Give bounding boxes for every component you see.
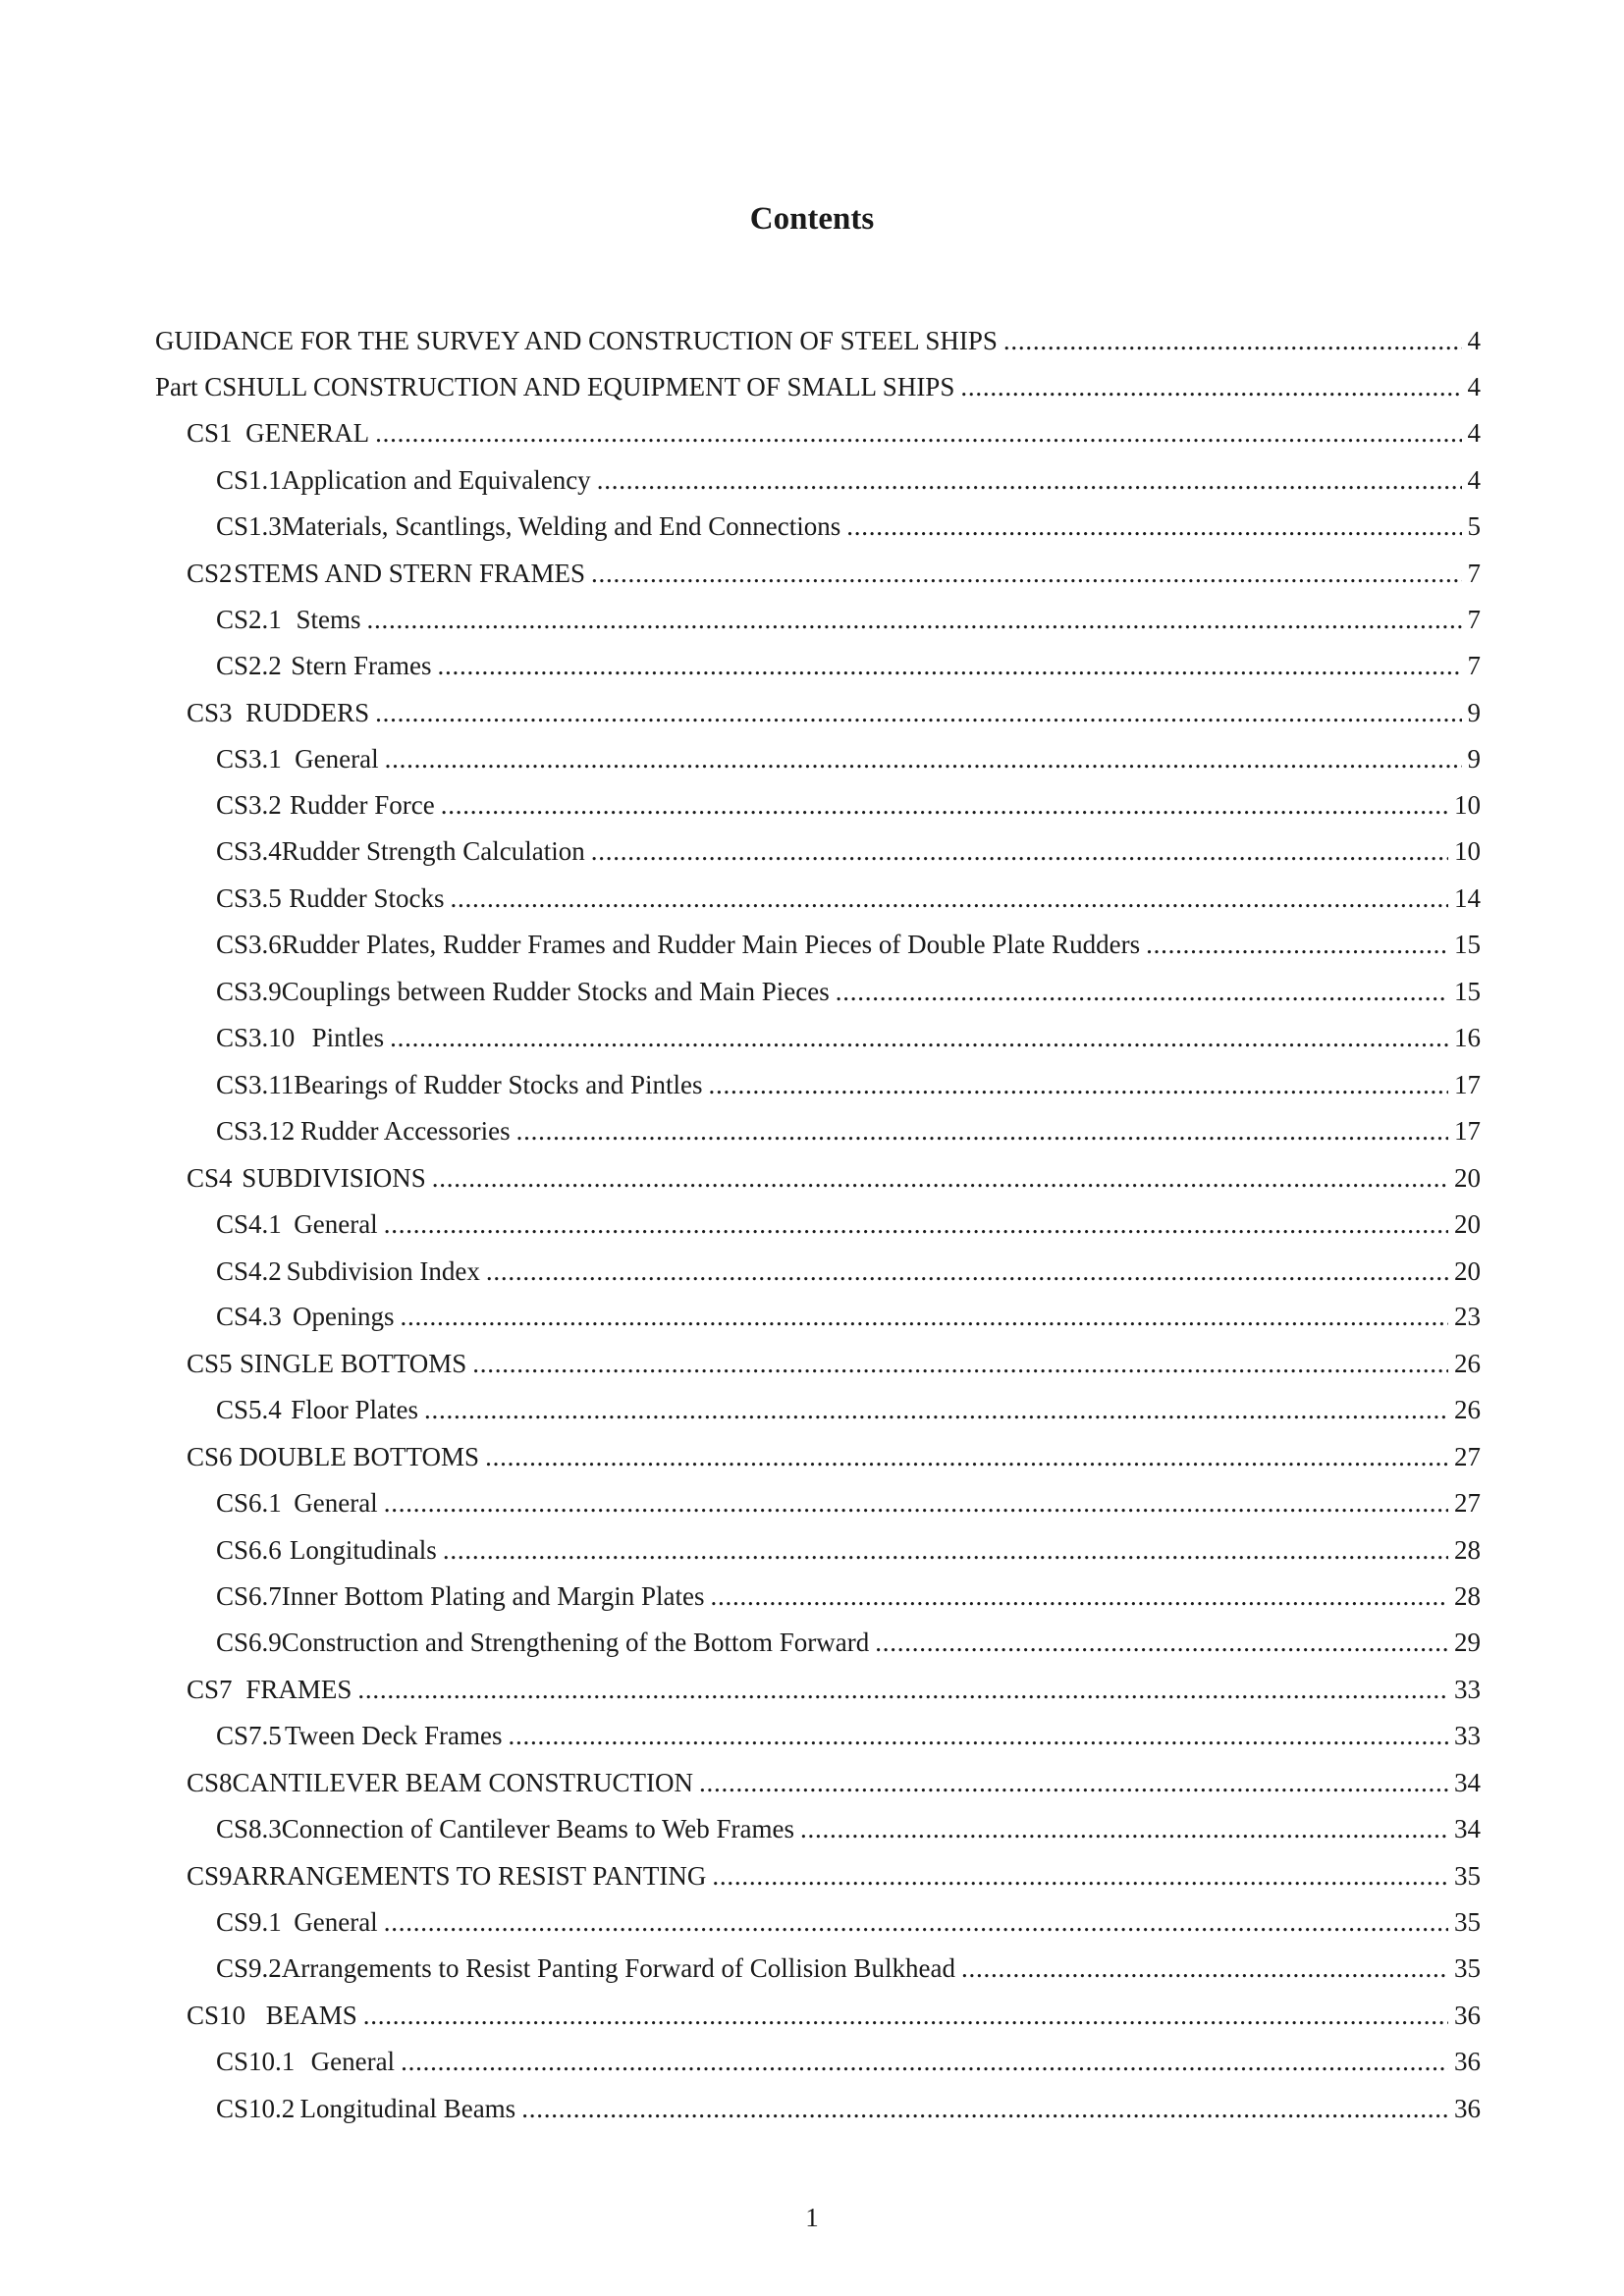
toc-entry[interactable] [216,646,1481,685]
toc-entry[interactable] [187,413,1481,453]
dot-leader [424,1390,1448,1429]
toc-entry-title: General [294,1488,378,1518]
toc-entry-page: 36 [1454,2094,1481,2123]
toc-entry[interactable] [216,460,1481,500]
dot-leader [390,1018,1448,1057]
toc-entry-title: Pintles [311,1023,385,1052]
dot-leader [432,1158,1448,1198]
toc-entry-number: CS1 [187,418,233,448]
dot-leader [846,507,1461,546]
toc-entry-number: CS3.10 [216,1023,296,1052]
toc-entry-page: 33 [1454,1675,1481,1704]
toc-entry[interactable] [216,925,1481,964]
toc-entry-page: 7 [1467,559,1481,588]
dot-leader [437,646,1461,685]
toc-entry[interactable] [216,1204,1481,1244]
toc-entry-title: RUDDERS [245,698,370,727]
dot-leader [472,1344,1448,1383]
toc-entry-number: CS4.2 [216,1256,282,1286]
page-number: 1 [805,2203,819,2232]
toc-entry-page: 35 [1454,1953,1481,1983]
toc-entry[interactable] [216,1530,1481,1570]
toc-entry-page: 36 [1454,2047,1481,2076]
toc-entry-title: Openings [293,1302,395,1331]
toc-entry-page: 4 [1467,465,1481,495]
toc-entry-number: CS1.3 [216,511,282,541]
toc-entry[interactable] [216,600,1481,639]
dot-leader [443,1530,1448,1570]
toc-entry[interactable] [216,1716,1481,1755]
dot-leader [591,554,1461,593]
toc-entry-number: CS6.6 [216,1535,282,1565]
toc-entry[interactable] [216,2089,1481,2128]
toc-entry-number: CS4 [187,1163,233,1193]
toc-entry-title: General [294,1209,378,1239]
toc-entry[interactable] [155,321,1481,360]
toc-entry-page: 27 [1454,1442,1481,1471]
toc-entry-title: Rudder Stocks [289,883,445,913]
toc-entry[interactable] [187,1344,1481,1383]
dot-leader [384,1902,1448,1942]
toc-entry-page: 34 [1454,1768,1481,1797]
toc-entry-page: 4 [1467,326,1481,355]
toc-entry-number: CS3.2 [216,790,282,820]
toc-entry-number: CS1.1 [216,465,282,495]
toc-entry-title: Rudder Force [289,790,435,820]
toc-entry-number: CS3.1 [216,744,282,774]
toc-entry-page: 14 [1454,883,1481,913]
toc-entry-page: 26 [1454,1349,1481,1378]
toc-entry-page: 27 [1454,1488,1481,1518]
toc-entry-title: GUIDANCE FOR THE SURVEY AND CONSTRUCTION OF STEEL SHIPS [155,326,998,355]
toc-entry-page: 7 [1467,605,1481,634]
dot-leader [375,693,1461,732]
dot-leader [366,600,1461,639]
toc-entry-page: 29 [1454,1628,1481,1657]
toc-entry-number: CS3.4 [216,836,282,866]
toc-entry[interactable] [155,367,1481,406]
toc-entry-page: 10 [1454,836,1481,866]
toc-entry-page: 15 [1454,977,1481,1006]
toc-entry-title: ARRANGEMENTS TO RESIST PANTING [232,1861,707,1891]
toc-entry[interactable] [216,1065,1481,1104]
toc-entry-title: SUBDIVISIONS [242,1163,426,1193]
toc-entry[interactable] [216,1902,1481,1942]
toc-entry-title: Bearings of Rudder Stocks and Pintles [294,1070,703,1099]
toc-entry-title: General [295,744,379,774]
toc-entry-title: Construction and Strengthening of the Bottom Forward [281,1628,870,1657]
dot-leader [363,1996,1448,2035]
toc-entry-page: 10 [1454,790,1481,820]
toc-entry-title: FRAMES [245,1675,352,1704]
dot-leader [401,2042,1448,2081]
toc-entry-page: 16 [1454,1023,1481,1052]
toc-entry[interactable] [216,972,1481,1011]
toc-entry-page: 15 [1454,930,1481,959]
toc-entry-number: CS10.2 [216,2094,296,2123]
toc-entry-number: CS9 [187,1861,233,1891]
toc-entry-page: 23 [1454,1302,1481,1331]
toc-entry[interactable] [216,1252,1481,1291]
toc-entry-number: CS9.1 [216,1907,282,1937]
toc-entry-title: Rudder Accessories [299,1116,511,1146]
dot-leader [441,785,1448,825]
toc-entry-number: CS10 [187,2001,246,2030]
dot-leader [591,831,1448,871]
toc-entry[interactable] [187,1670,1481,1709]
toc-entry[interactable] [187,1437,1481,1476]
toc-entry-number: CS10.1 [216,2047,296,2076]
toc-entry-page: 20 [1454,1256,1481,1286]
dot-leader [509,1716,1449,1755]
dot-leader [375,413,1461,453]
toc-entry-page: 17 [1454,1116,1481,1146]
toc-entry-number: CS2.1 [216,605,282,634]
toc-entry-title: Stems [296,605,361,634]
toc-entry-title: Longitudinal Beams [299,2094,516,2123]
toc-entry-number: CS9.2 [216,1953,282,1983]
toc-entry-number: CS8.3 [216,1814,282,1843]
dot-leader [385,739,1462,778]
toc-entry[interactable] [216,1809,1481,1848]
toc-entry-page: 17 [1454,1070,1481,1099]
toc-entry-number: CS3 [187,698,233,727]
toc-entry-title: Rudder Strength Calculation [281,836,585,866]
toc-entry[interactable] [216,1111,1481,1150]
toc-entry[interactable] [216,1576,1481,1616]
toc-entry[interactable] [216,1949,1481,1988]
toc-entry-number: CS3.9 [216,977,282,1006]
toc-entry[interactable] [216,507,1481,546]
toc-entry-number: CS7.5 [216,1721,282,1750]
dot-leader [836,972,1448,1011]
toc-entry-page: 35 [1454,1861,1481,1891]
toc-entry-page: 20 [1454,1209,1481,1239]
toc-entry[interactable] [216,1390,1481,1429]
toc-entry[interactable] [187,1158,1481,1198]
toc-entry-title: STEMS AND STERN FRAMES [234,559,586,588]
toc-entry-title: General [310,2047,396,2076]
toc-entry[interactable] [216,1483,1481,1522]
toc-entry-title: Materials, Scantlings, Welding and End Connections [281,511,841,541]
toc-entry-number: CS2.2 [216,651,282,680]
toc-entry-title: Couplings between Rudder Stocks and Main Pieces [281,977,830,1006]
toc-entry-number: CS5.4 [216,1395,282,1424]
toc-entry[interactable] [216,1297,1481,1336]
toc-entry[interactable] [216,879,1481,918]
dot-leader [711,1576,1449,1616]
toc-entry[interactable] [187,693,1481,732]
toc-entry-page: 7 [1467,651,1481,680]
dot-leader [800,1809,1448,1848]
toc-entry-title: HULL CONSTRUCTION AND EQUIPMENT OF SMALL SHIPS [237,372,955,401]
dot-leader [1003,321,1462,360]
toc-entry-number: CS6 [187,1442,233,1471]
toc-entry-number: CS3.5 [216,883,282,913]
dot-leader [451,879,1448,918]
toc-entry-page: 4 [1467,418,1481,448]
toc-entry-title: General [294,1907,378,1937]
dot-leader [960,367,1461,406]
toc-entry-page: 26 [1454,1395,1481,1424]
dot-leader [597,460,1462,500]
toc-entry[interactable] [187,554,1481,593]
dot-leader [485,1437,1448,1476]
dot-leader [709,1065,1449,1104]
toc-entry[interactable] [187,1996,1481,2035]
toc-entry-number: CS8 [187,1768,233,1797]
toc-entry[interactable] [187,1763,1481,1802]
toc-entry[interactable] [216,831,1481,871]
toc-entry-title: Inner Bottom Plating and Margin Plates [281,1581,705,1611]
toc-entry-number: CS6.1 [216,1488,282,1518]
toc-entry-number: CS5 [187,1349,233,1378]
toc-entry-number: CS6.7 [216,1581,282,1611]
toc-entry[interactable] [216,1623,1481,1662]
dot-leader [712,1856,1448,1896]
toc-entry-page: 33 [1454,1721,1481,1750]
toc-entry-title: BEAMS [265,2001,357,2030]
toc-entry-page: 9 [1467,744,1481,774]
toc-entry-title: SINGLE BOTTOMS [239,1349,467,1378]
toc-entry-title: Floor Plates [291,1395,418,1424]
toc-entry-number: CS4.3 [216,1302,282,1331]
dot-leader [384,1483,1448,1522]
toc-entry-title: Subdivision Index [286,1256,480,1286]
page-title: Contents [749,201,875,237]
toc-entry-title: Connection of Cantilever Beams to Web Frames [281,1814,794,1843]
toc-entry-number: CS3.6 [216,930,282,959]
dot-leader [384,1204,1448,1244]
toc-entry[interactable] [216,785,1481,825]
dot-leader [516,1111,1448,1150]
toc-entry-number: CS4.1 [216,1209,282,1239]
toc-entry[interactable] [187,1856,1481,1896]
dot-leader [961,1949,1448,1988]
toc-entry[interactable] [216,739,1481,778]
toc-entry-page: 34 [1454,1814,1481,1843]
toc-entry-title: CANTILEVER BEAM CONSTRUCTION [232,1768,694,1797]
toc-entry-title: Rudder Plates, Rudder Frames and Rudder Main Pieces of Double Plate Rudders [281,930,1141,959]
toc-entry-page: 5 [1467,511,1481,541]
toc-entry-title: Arrangements to Resist Panting Forward of Collision Bulkhead [281,1953,955,1983]
toc-entry-number: CS2 [187,559,233,588]
dot-leader [401,1297,1449,1336]
toc-entry-page: 36 [1454,2001,1481,2030]
toc-entry-page: 35 [1454,1907,1481,1937]
toc-entry[interactable] [216,1018,1481,1057]
toc-entry-page: 28 [1454,1581,1481,1611]
dot-leader [1146,925,1448,964]
toc-entry-page: 28 [1454,1535,1481,1565]
toc-entry-page: 9 [1467,698,1481,727]
toc-entry-title: Stern Frames [291,651,432,680]
dot-leader [357,1670,1448,1709]
toc-entry-title: DOUBLE BOTTOMS [239,1442,480,1471]
dot-leader [875,1623,1448,1662]
toc-entry-number: CS6.9 [216,1628,282,1657]
toc-entry-title: GENERAL [245,418,370,448]
toc-entry-title: Application and Equivalency [281,465,591,495]
toc-entry-page: 20 [1454,1163,1481,1193]
toc-entry-number: CS7 [187,1675,233,1704]
toc-entry-title: Tween Deck Frames [284,1721,503,1750]
dot-leader [699,1763,1448,1802]
toc-entry-number: CS3.12 [216,1116,296,1146]
dot-leader [521,2089,1448,2128]
toc-entry-title: Longitudinals [289,1535,437,1565]
toc-entry[interactable] [216,2042,1481,2081]
toc-entry-number: CS3.11 [216,1070,295,1099]
toc-entry-number: Part CS [155,372,238,401]
dot-leader [486,1252,1448,1291]
toc-entry-page: 4 [1467,372,1481,401]
